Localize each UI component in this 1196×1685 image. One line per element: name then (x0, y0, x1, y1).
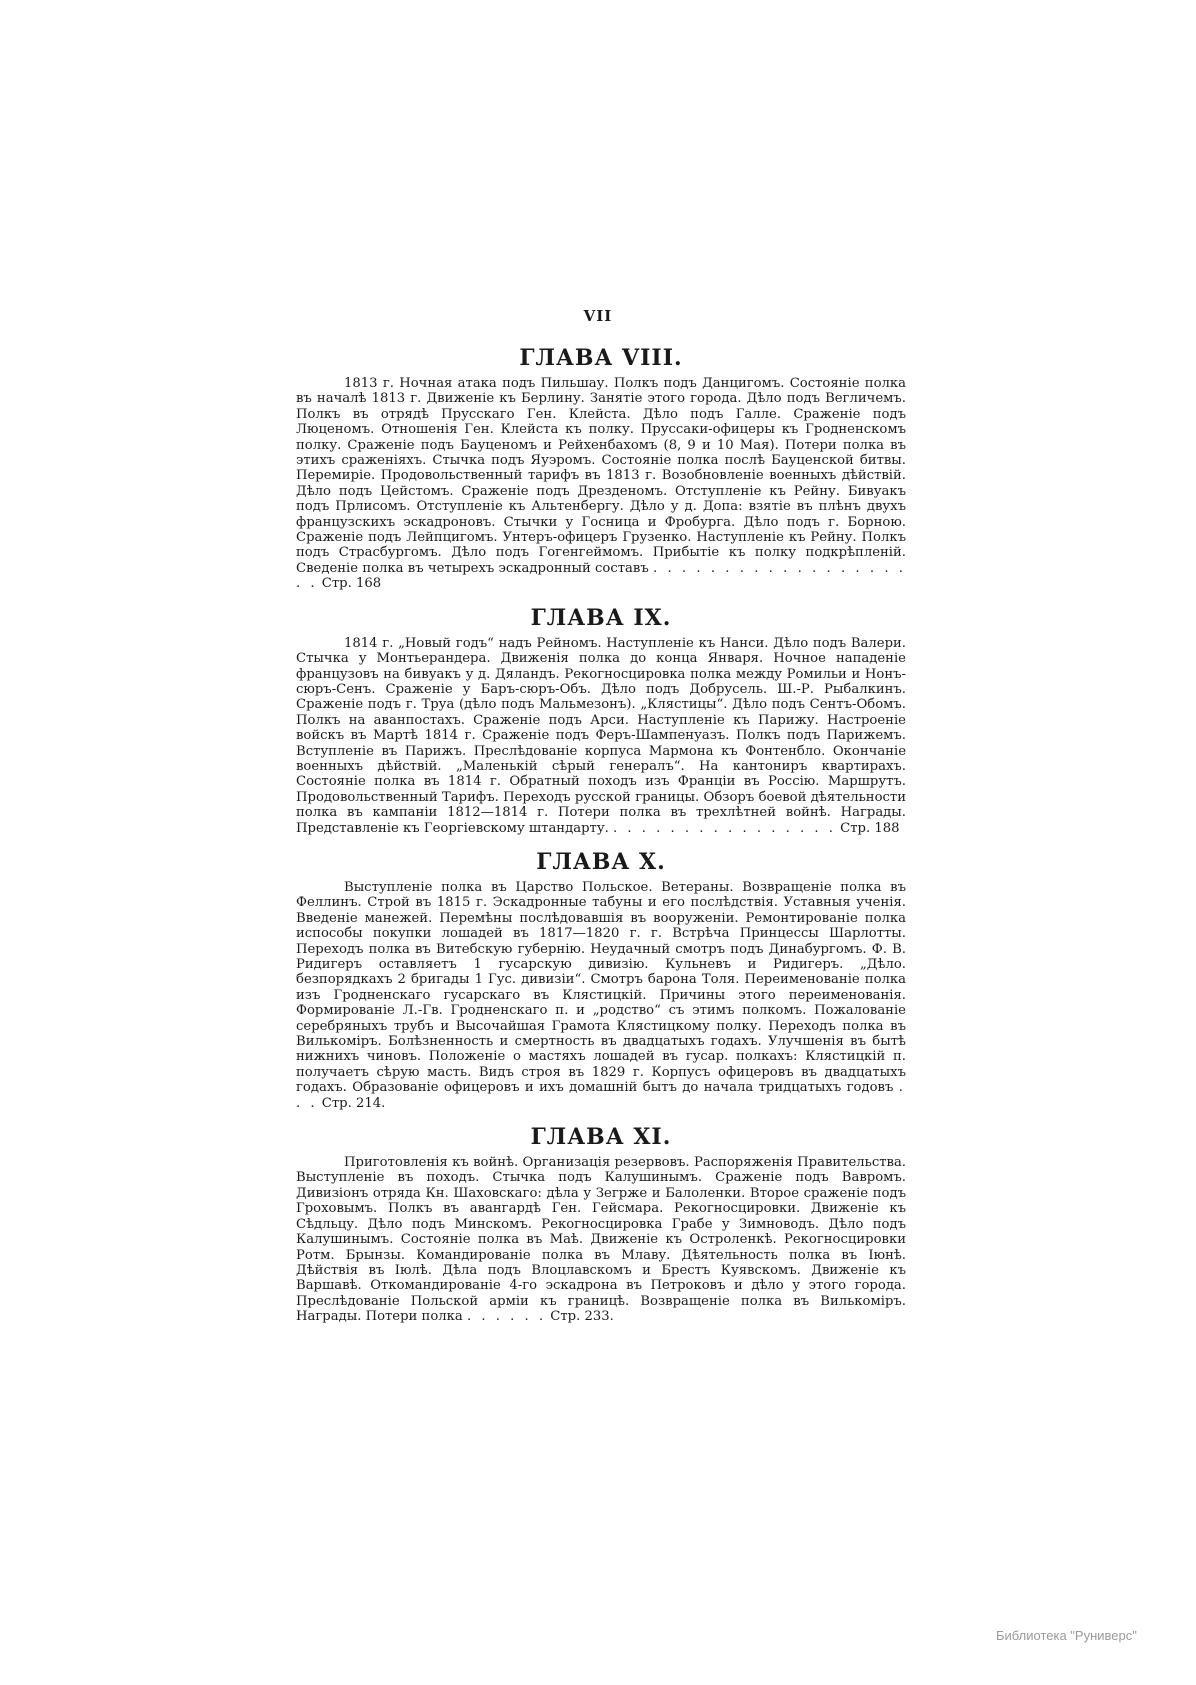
page-reference: Стр. 214. (321, 1095, 386, 1111)
chapter-summary-text: Выступленіе полка въ Царство Польское. Ветераны. Возвращеніе полка въ Феллинъ. Строй въ 1815 г. Эскадронные табуны и его послѣдствія. Уставныя ученія. Введеніе манежей. Перемѣны послѣдовавшія въ вооруженіи. Ремонтированіе полка испособы покупки лошадей въ 1817—1820 г. г. Встрѣча Принцессы Шарлотты. Переходъ полка въ Витебскую губернію. Неудачный смотръ подъ Динабургомъ. Ф. В. Ридигеръ оставляетъ 1 гусарскую дивизію. Кульневъ и Ридигеръ. „Дѣло. безпорядкахъ 2 бригады 1 Гус. дивизіи“. Смотръ барона Толя. Переименованіе полка изъ Гродненскаго гусарскаго въ Клястицкій. Причины этого переименованія. Формированіе Л.-Гв. Гродненскаго п. и „родство“ съ этимъ полкомъ. Пожалованіе серебряныхъ трубъ и Высочайшая Грамота Клястицкому полку. Переходъ полка въ Вилькомiръ. Болѣзненность и смертность въ двадцатыхъ годахъ. Улучшенія въ бытѣ нижнихъ чиновъ. Положеніе о мастяхъ лошадей въ гусар. полкахъ: Клястицкій п. получаетъ сѣрую масть. Видъ строя въ 1829 г. Корпусъ офицеровъ въ двадцатыхъ годахъ. Образованіе офицеровъ и ихъ домашній бытъ до начала тридцатыхъ годовъ (296, 879, 906, 1096)
chapter-summary-text: 1814 г. „Новый годъ“ надъ Рейномъ. Наступленіе къ Нанси. Дѣло подъ Валери. Стычка у Монтьерандера. Движенія полка до конца Января. Ночное нападеніе французовъ на бивуакъ у д. Дяландъ. Рекогносцировка полка между Ромильи и Нонъ-сюръ-Сенъ. Сраженіе у Баръ-сюръ-Объ. Дѣло подъ Добрусель. Ш.-Р. Рыбалкинъ. Сраженіе подъ г. Труа (дѣло подъ Мальмезонъ). „Клястицы“. Дѣло подъ Сентъ-Обомъ. Полкъ на аванпостахъ. Сраженіе подъ Арси. Наступленіе къ Парижу. Настроеніе войскъ въ Мартѣ 1814 г. Сраженіе подъ Феръ-Шампенуазъ. Полкъ подъ Парижемъ. Вступленіе въ Парижъ. Преслѣдованіе корпуса Мармона къ Фонтенбло. Окончаніе военныхъ дѣйствій. „Маленькій сѣрый генералъ“. На кантониръ квартирахъ. Состояніе полка въ 1814 г. Обратный походъ изъ Франціи въ Россію. Маршрутъ. Продовольственный Тарифъ. Переходъ русской границы. Обзоръ боевой дѣятельности полка въ кампаніи 1812—1814 г. Потери полка въ трехлѣтней войнѣ. Награды. Представленіе къ Георгіевскому штандарту. (296, 635, 906, 836)
chapter-summary-text: Приготовленія къ войнѣ. Организація резервовъ. Распоряженія Правительства. Выступленіе въ походъ. Стычка подъ Калушинымъ. Сраженіе подъ Вавромъ. Дивизіонъ отряда Кн. Шаховскаго: дѣла у Зегрже и Балоленки. Второе сраженіе подъ Гроховымъ. Полкъ въ авангардѣ Ген. Гейсмара. Рекогносцировки. Движеніе къ Сѣдльцу. Дѣло подъ Минскомъ. Рекогносцировка Грабе у Зимноводъ. Дѣло подъ Калушинымъ. Состояніе полка въ Маѣ. Движеніе къ Остроленкѣ. Рекогносцировки Ротм. Брынзы. Командированіе полка въ Млаву. Дѣятельность полка въ Іюнѣ. Дѣйствія въ Іюлѣ. Дѣла подъ Влоцлавскомъ и Брестъ Куявскомъ. Движеніе къ Варшавѣ. Откомандированіе 4-го эскадрона въ Петроковъ и дѣло у этого города. Преслѣдованіе Польской арміи къ границѣ. Возвращеніе полка въ Вилькомiръ. Награды. Потери полка (296, 1155, 906, 1325)
chapter-summary (296, 376, 906, 592)
chapter-8 (296, 345, 906, 592)
chapter-summary (296, 880, 906, 1111)
chapter-summary (296, 1155, 906, 1324)
page-reference: Стр. 233. (550, 1309, 614, 1325)
table-of-contents (296, 345, 906, 1338)
chapter-title: ГЛАВА XI. (530, 1124, 672, 1151)
chapter-title: ГЛАВА IX. (530, 604, 672, 631)
library-watermark: Библиотека "Руниверс" (996, 1628, 1137, 1643)
dot-leader: . . . . . . (466, 1309, 547, 1325)
chapter-summary (296, 636, 906, 836)
chapter-11 (296, 1124, 906, 1324)
chapter-10 (296, 849, 906, 1111)
dot-leader: . . . (296, 1080, 906, 1111)
dot-leader: . . . . . . . . . . . . . . . . . . . . (296, 560, 907, 592)
chapter-summary-text: 1813 г. Ночная атака подъ Пильшау. Полкъ подъ Данцигомъ. Состояніе полка въ началѣ 1813 г. Движеніе къ Берлину. Занятіе этого города. Дѣло подъ Вегличемъ. Полкъ въ отрядѣ Прусскаго Ген. Клейста. Дѣло подъ Галле. Сраженіе подъ Люценомъ. Отношенія Ген. Клейста къ полку. Пруссаки-офицеры къ Гродненскомъ полку. Сраженіе подъ Бауценомъ и Рейхенбахомъ (8, 9 и 10 Мая). Потери полка въ этихъ сраженіяхъ. Стычка подъ Яуэромъ. Состояніе полка послѣ Бауценской битвы. Перемиріе. Продовольственный тарифъ въ 1813 г. Возобновленіе военныхъ дѣйствій. Дѣло подъ Цейстомъ. Сраженіе подъ Дрезденомъ. Отступленіе къ Рейну. Бивуакъ подъ Прлисомъ. Отступленіе къ Альтенбергу. Дѣло у д. Допа: взятіе въ плѣнъ двухъ французскихъ эскадроновъ. Стычки у Госница и Фробурга. Дѣло подъ г. Борною. Сраженіе подъ Лейпцигомъ. Унтеръ-офицеръ Грузенко. Наступленіе къ Рейну. Полкъ подъ Страсбургомъ. Дѣло подъ Гогенгеймомъ. Прибытіе къ полку подкрѣпленій. Сведеніе полка въ четырехъ эскадронный составъ (296, 376, 906, 576)
page-reference: Стр. 168 (321, 576, 382, 592)
page-number: VII (583, 307, 613, 325)
chapter-title: ГЛАВА X. (536, 848, 666, 875)
dot-leader: . . . . . . . . . . . . . . . . (612, 820, 836, 836)
chapter-9 (296, 605, 906, 836)
page-reference: Стр. 188 (840, 820, 900, 836)
chapter-title: ГЛАВА VIII. (519, 345, 683, 371)
